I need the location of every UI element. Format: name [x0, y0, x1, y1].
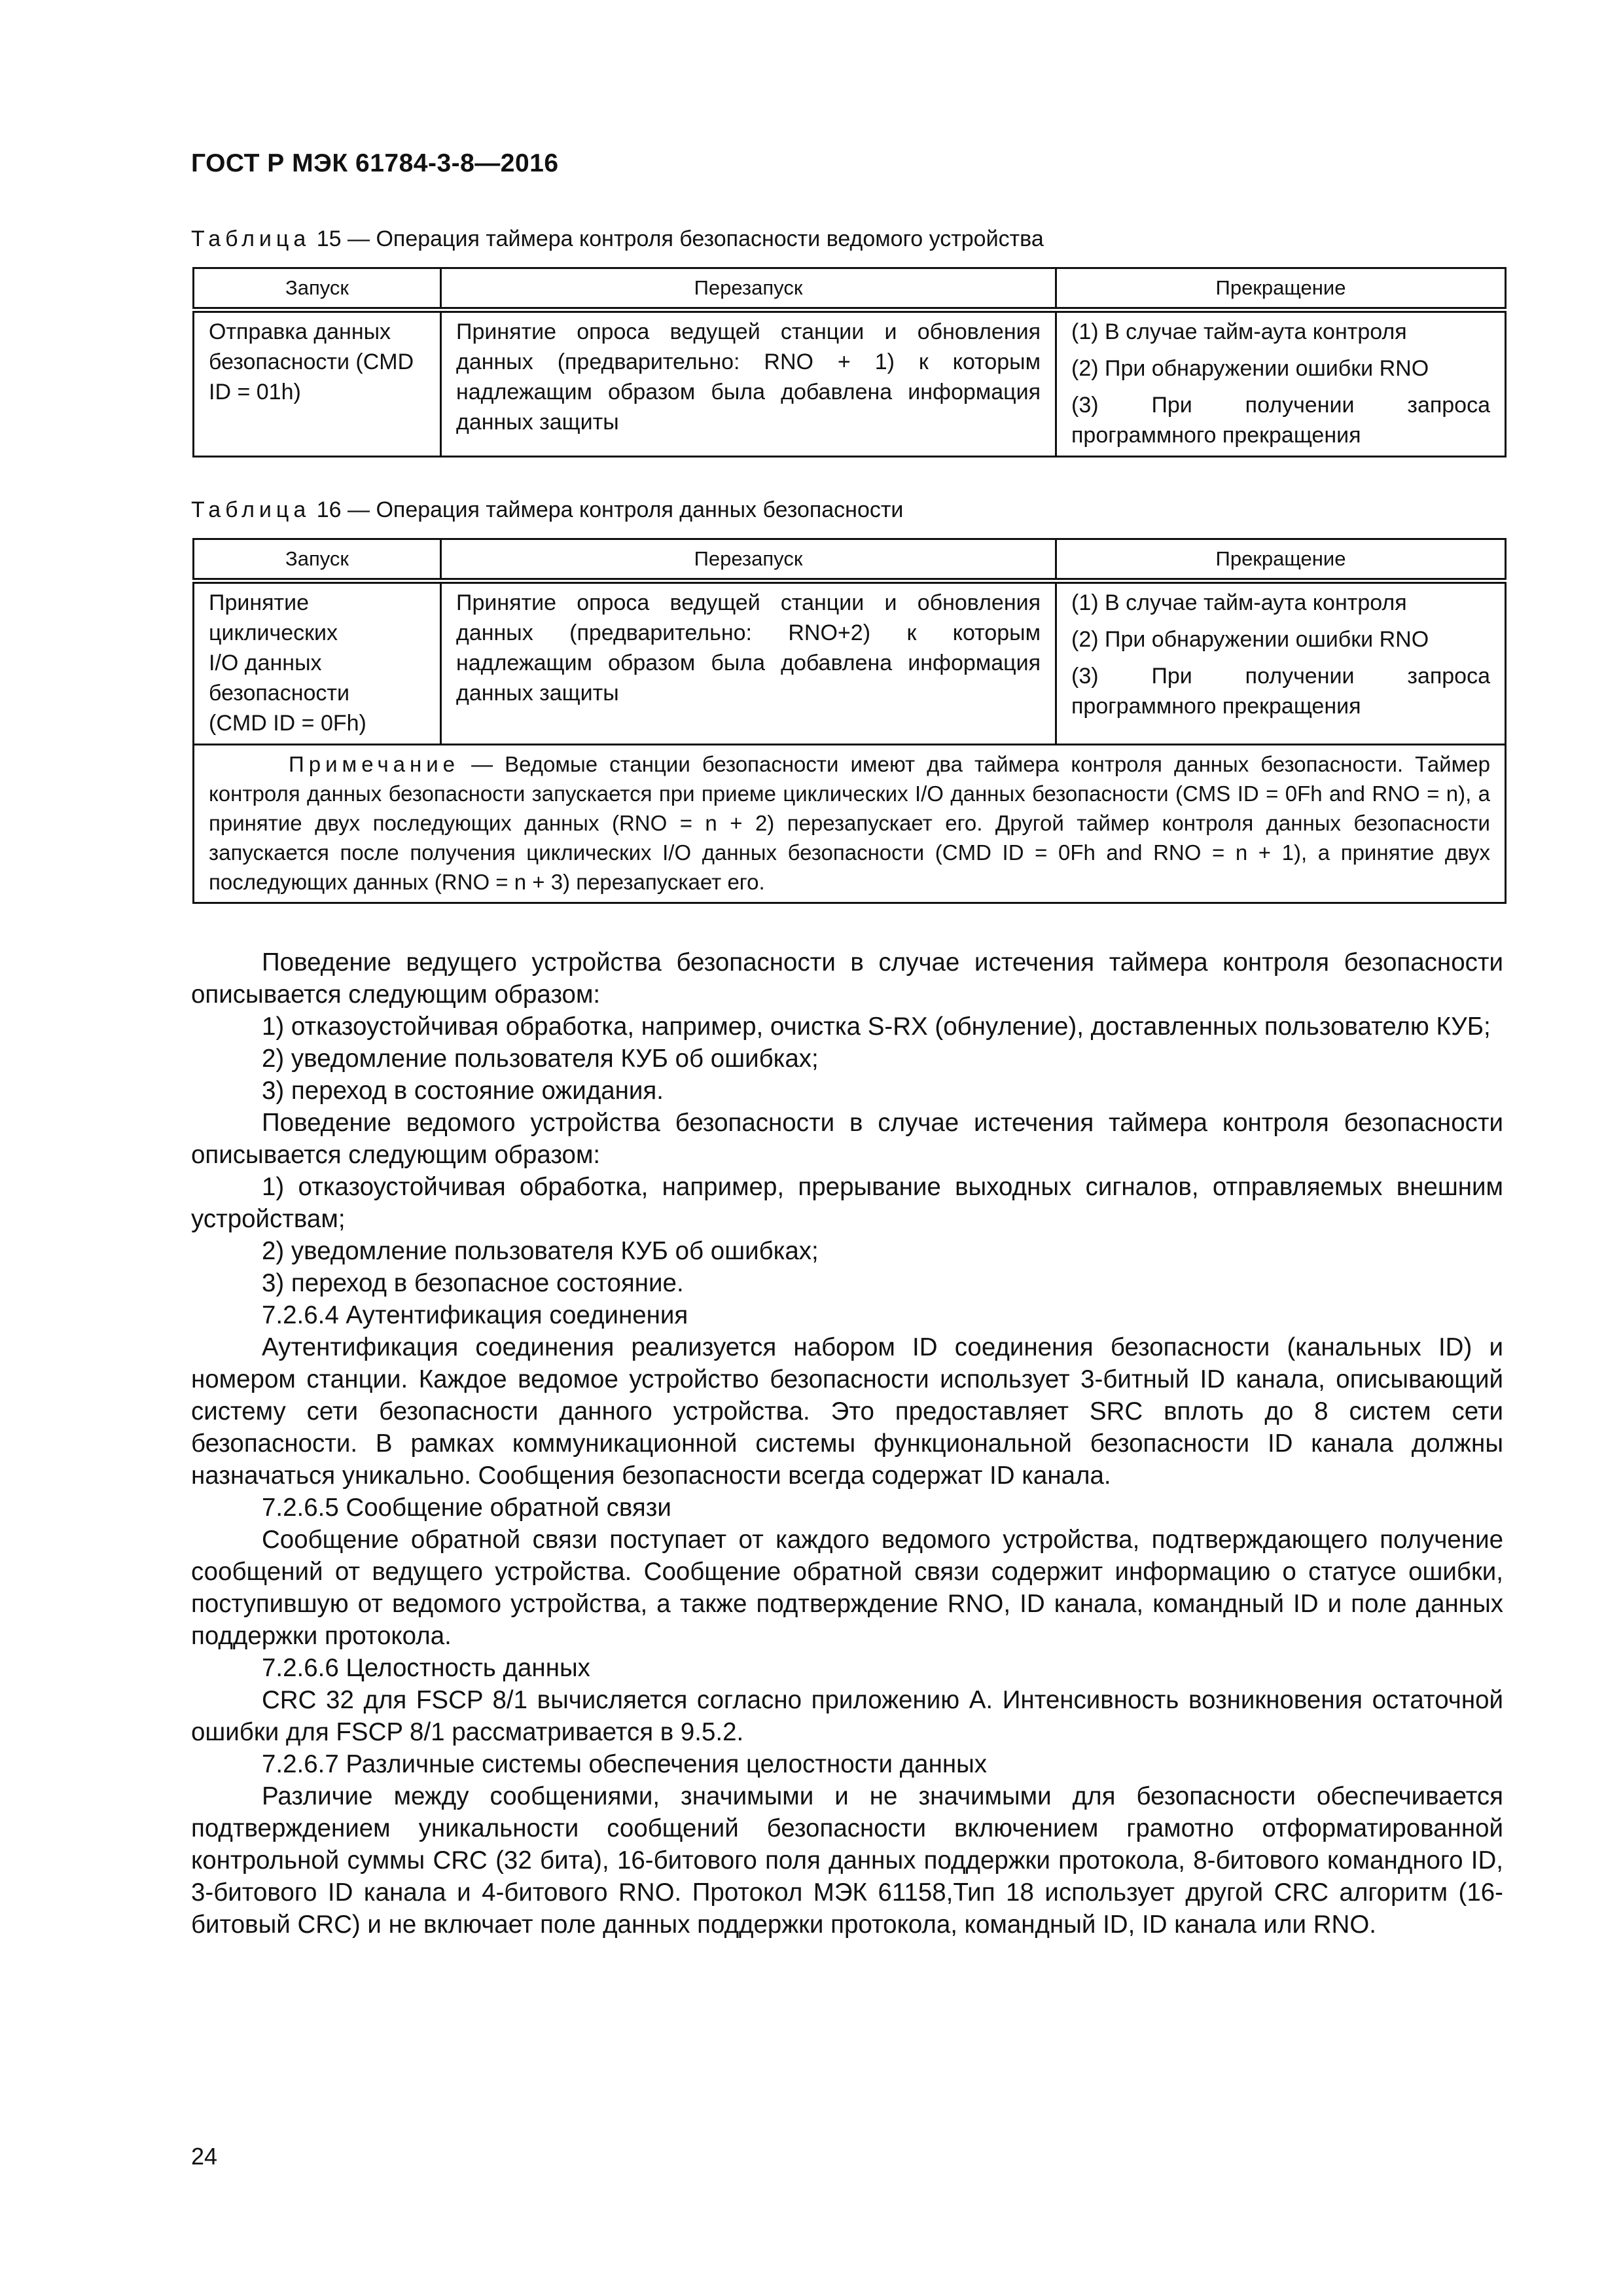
list-item: 3) переход в состояние ожидания.: [262, 1077, 664, 1105]
table-15-restart-cell: Принятие опроса ведущей станции и обновления данных (предварительно: RNO + 1) к которым надлежащим образом была добавлена информация данных защиты: [441, 310, 1056, 457]
section-heading: 7.2.6.5 Сообщение обратной связи: [262, 1494, 671, 1522]
table-16: [192, 538, 1507, 904]
table-15-header-stop: Прекращение: [1056, 268, 1506, 310]
table-16-stop-cell: [1056, 581, 1506, 745]
table-15-stop-item: (1) В случае тайм-аута контроля: [1071, 319, 1407, 344]
table-16-caption-label: Таблица: [191, 497, 311, 522]
table-16-start-line: циклических: [209, 620, 338, 645]
table-16-caption-title: 16 — Операция таймера контроля данных безопасности: [310, 497, 904, 522]
table-15: [192, 267, 1507, 457]
paragraph: Поведение ведомого устройства безопасности в случае истечения таймера контроля безопасности описывается следующим образом:: [191, 1109, 1503, 1169]
table-16-stop-item: (1) В случае тайм-аута контроля: [1071, 590, 1407, 615]
table-15-row: [194, 310, 1506, 457]
paragraph: CRC 32 для FSCP 8/1 вычисляется согласно приложению А. Интенсивность возникновения остаточной ошибки для FSCP 8/1 рассматривается в 9.5.2.: [191, 1686, 1503, 1746]
table-16-start-line: I/O данных: [209, 651, 322, 675]
table-16-start-line: безопасности: [209, 681, 349, 706]
table-16-caption: [191, 497, 903, 523]
table-15-header-restart: Перезапуск: [441, 268, 1056, 310]
table-15-caption-label: Таблица: [191, 226, 311, 251]
paragraph: Различие между сообщениями, значимыми и не значимыми для безопасности обеспечивается подтверждением уникальности сообщений безопасности включением грамотно отформатированной контрольной суммы CRC (32 бита), 16-битового поля данных поддержки протокола, 8-битового командного ID, 3-битового ID канала и 4-битового RNO. Протокол МЭК 61158,Тип 18 использует другой CRC алгоритм (16-битовый CRC) и не включает поле данных поддержки протокола, командный ID, ID канала или RNO.: [191, 1782, 1503, 1939]
table-16-stop-item: (3) При получении запроса программного прекращения: [1071, 664, 1490, 719]
paragraph: Аутентификация соединения реализуется набором ID соединения безопасности (канальных ID) и номером станции. Каждое ведомое устройство безопасности использует 3-битный ID канала, описывающий систему сети безопасности данного устройства. Это предоставляет SRC вплоть до 8 систем сети безопасности. В рамках коммуникационной системы функциональной безопасности ID канала должны назначаться уникально. Сообщения безопасности всегда содержат ID канала.: [191, 1333, 1503, 1490]
table-16-note-label: Примечание: [289, 752, 460, 776]
list-item: 3) переход в безопасное состояние.: [262, 1269, 684, 1297]
list-item: 2) уведомление пользователя КУБ об ошибках;: [262, 1237, 819, 1265]
table-15-header-start: Запуск: [194, 268, 441, 310]
table-16-note-row: [194, 745, 1506, 903]
table-16-restart-cell: Принятие опроса ведущей станции и обновления данных (предварительно: RNO+2) к которым надлежащим образом была добавлена информация данных защиты: [441, 581, 1056, 745]
table-16-note: [194, 745, 1506, 903]
table-16-start-line: Принятие: [209, 590, 309, 615]
table-15-caption-title: 15 — Операция таймера контроля безопасности ведомого устройства: [310, 226, 1044, 251]
table-16-header-stop: Прекращение: [1056, 539, 1506, 581]
table-16-header-start: Запуск: [194, 539, 441, 581]
section-heading: 7.2.6.4 Аутентификация соединения: [262, 1301, 688, 1329]
table-15-header-row: [194, 268, 1506, 310]
body-text: [191, 946, 1503, 1941]
list-item: 1) отказоустойчивая обработка, например, прерывание выходных сигналов, отправляемых внешним устройствам;: [191, 1173, 1503, 1233]
table-16-start-line: (CMD ID = 0Fh): [209, 711, 366, 736]
table-15-stop-item: (3) При получении запроса программного прекращения: [1071, 393, 1490, 448]
paragraph: Поведение ведущего устройства безопасности в случае истечения таймера контроля безопасности описывается следующим образом:: [191, 948, 1503, 1009]
section-heading: 7.2.6.6 Целостность данных: [262, 1654, 590, 1682]
paragraph: Сообщение обратной связи поступает от каждого ведомого устройства, подтверждающего получение сообщений от ведущего устройства. Сообщение обратной связи содержит информацию о статусе ошибки, поступившую от ведомого устройства, а также подтверждение RNO, ID канала, командный ID и поле данных поддержки протокола.: [191, 1526, 1503, 1650]
table-16-row: [194, 581, 1506, 745]
table-15-stop-cell: [1056, 310, 1506, 457]
table-15-start-cell: Отправка данных безопасности (CMD ID = 01h): [194, 310, 441, 457]
table-15-stop-item: (2) При обнаружении ошибки RNO: [1071, 356, 1429, 381]
table-16-stop-item: (2) При обнаружении ошибки RNO: [1071, 627, 1429, 652]
table-15-caption: [191, 226, 1044, 252]
table-16-start-cell: [194, 581, 441, 745]
section-heading: 7.2.6.7 Различные системы обеспечения целостности данных: [262, 1750, 988, 1778]
table-16-note-text: — Ведомые станции безопасности имеют два таймера контроля данных безопасности. Таймер контроля данных безопасности запускается при приеме циклических I/O данных безопасности (CMS ID = 0Fh and RNO = n), а принятие двух последующих данных (RNO = n + 2) перезапускает его. Другой таймер контроля данных безопасности запускается после получения циклических I/O данных безопасности (CMD ID = 0Fh and RNO = n + 1), а принятие двух последующих данных (RNO = n + 3) перезапускает его.: [209, 752, 1490, 894]
list-item: 1) отказоустойчивая обработка, например, очистка S-RX (обнуление), доставленных пользователю КУБ;: [262, 1013, 1491, 1041]
table-16-header-row: [194, 539, 1506, 581]
table-16-header-restart: Перезапуск: [441, 539, 1056, 581]
list-item: 2) уведомление пользователя КУБ об ошибках;: [262, 1045, 819, 1073]
page-number: 24: [191, 2143, 218, 2170]
document-header: ГОСТ Р МЭК 61784-3-8—2016: [191, 149, 559, 177]
